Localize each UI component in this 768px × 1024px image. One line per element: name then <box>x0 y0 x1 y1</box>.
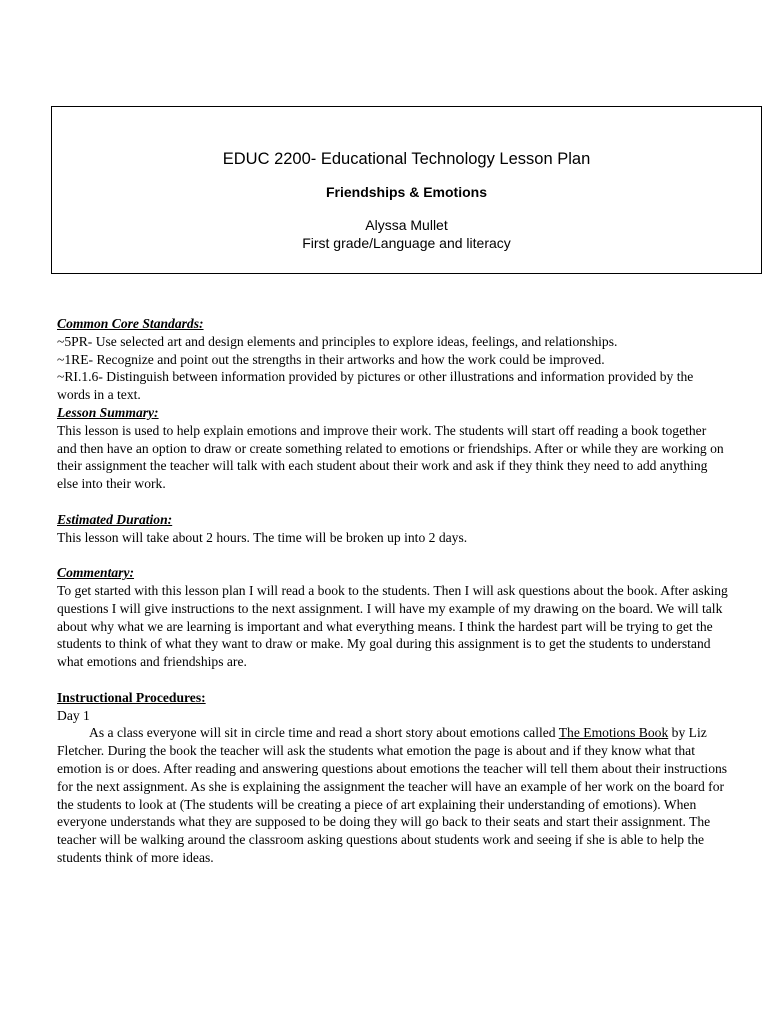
spacer <box>57 671 729 689</box>
standard-item: ~5PR- Use selected art and design elements and principles to explore ideas, feelings, and relationships. <box>57 333 618 349</box>
book-title: The Emotions Book <box>558 725 669 741</box>
procedures-text-before: As a class everyone will sit in circle time and read a short story about emotions called <box>89 725 559 741</box>
standard-item: ~RI.1.6- Distinguish between information provided by pictures or other illustrations and information provided by the words in a text. <box>57 369 694 403</box>
lesson-plan-body <box>57 315 729 867</box>
spacer <box>57 546 729 564</box>
day-label: Day 1 <box>57 707 90 723</box>
duration-text: This lesson will take about 2 hours. The time will be broken up into 2 days. <box>57 529 468 545</box>
title-box <box>51 106 762 274</box>
author-name: Alyssa Mullet <box>365 217 448 233</box>
standard-item: ~1RE- Recognize and point out the strengths in their artworks and how the work could be improved. <box>57 351 605 367</box>
commentary-text: To get started with this lesson plan I will read a book to the students. Then I will ask questions about the book. After asking questions I will give instructions to the next assignment. I will have my example of my drawing on the board. We will talk about why what we are learning is important and what everything means. I think the hardest part will be trying to get the students to think of what they want to draw or make. My goal during this assignment is to get the students to understand what emotions and friendships are. <box>57 582 728 670</box>
grade-subject: First grade/Language and literacy <box>302 235 511 251</box>
commentary-heading: Commentary: <box>57 565 135 581</box>
document-title: EDUC 2200- Educational Technology Lesson Plan <box>222 150 591 168</box>
procedures-heading: Instructional Procedures: <box>57 689 206 705</box>
spacer <box>57 493 729 511</box>
summary-heading: Lesson Summary: <box>57 404 159 420</box>
procedures-text <box>57 724 729 866</box>
procedures-text-after: by Liz Fletcher. During the book the teacher will ask the students what emotion the page is about and if they know what that emotion is or does. After reading and answering questions about emotions the teacher will tell them about their instructions for the next assignment. As she is explaining the assignment the teacher will have an example of her work on the board for the students to look at (The students will be creating a piece of art explaining their understanding of emotions). When everyone understands what they are supposed to be doing they will go back to their seats and start their assignment. The teacher will be walking around the classroom asking questions about students work and seeing if she is able to help the students think of more ideas. <box>57 725 728 865</box>
summary-text: This lesson is used to help explain emotions and improve their work. The students will start off reading a book together and then have an option to draw or create something related to emotions or friendships. After or while they are working on their assignment the teacher will talk with each student about their work and ask if they think they need to add anything else into their work. <box>57 422 724 492</box>
duration-heading: Estimated Duration: <box>57 511 173 527</box>
standards-heading: Common Core Standards: <box>57 316 204 331</box>
document-subtitle: Friendships & Emotions <box>325 184 487 200</box>
